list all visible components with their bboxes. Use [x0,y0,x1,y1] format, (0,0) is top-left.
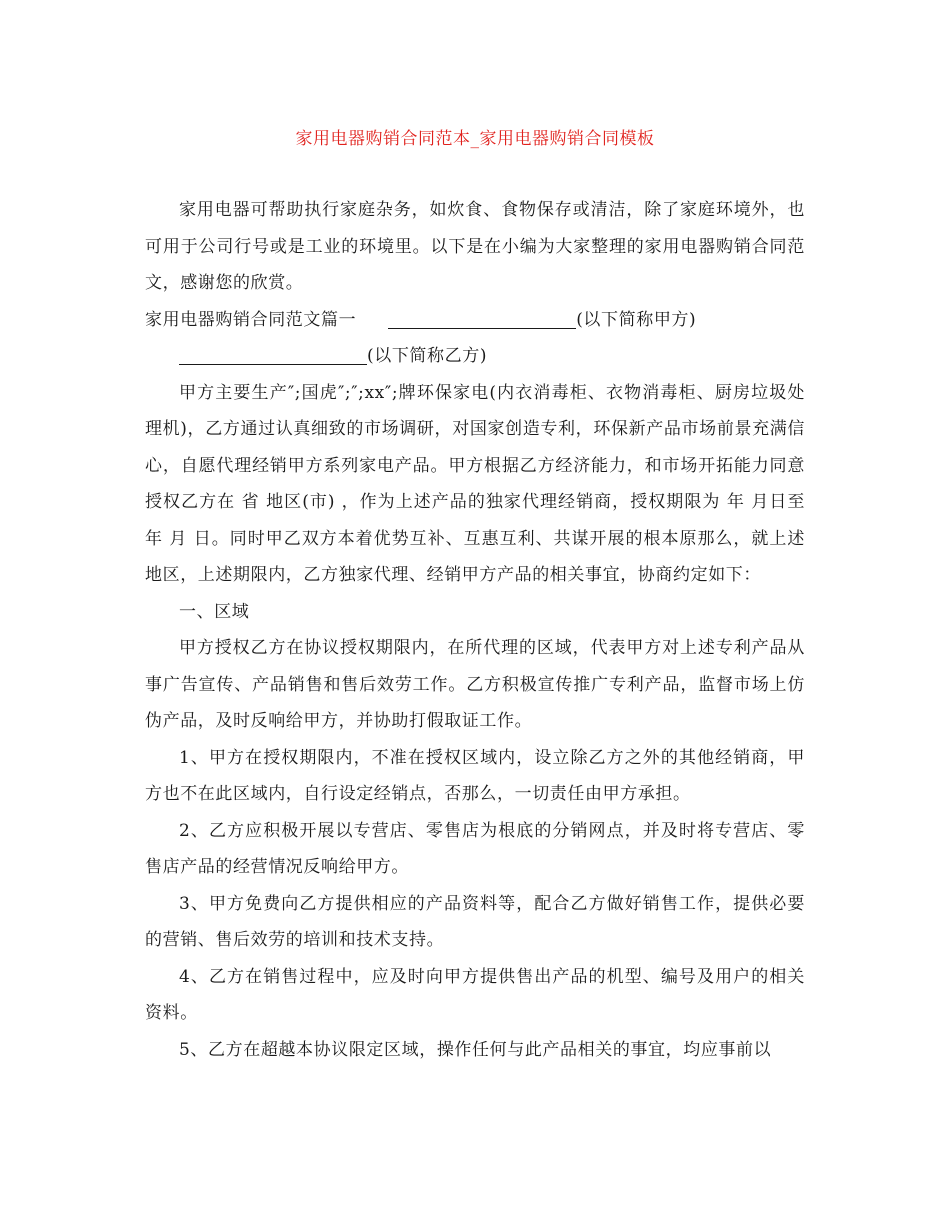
document-title: 家用电器购销合同范本_家用电器购销合同模板 [295,129,655,149]
paragraph-1: 甲方主要生产″;国虎″;″;xx″;牌环保家电(内衣消毒柜、衣物消毒柜、厨房垃圾处理机)，乙方通过认真细致的市场调研，对国家创造专利，环保新产品市场前景充满信心，自愿代理经销甲方系列家电产品。甲方根据乙方经济能力，和市场开拓能力同意授权乙方在 省 地区(市) ，作为上述产品的独家代理经销商，授权期限为 年 月日至 年 月 日。同时甲乙双方本着优势互补、互惠互利、共谋开展的根本原那么，就上述地区，上述期限内，乙方独家代理、经销甲方产品的相关事宜，协商约定如下： [145,382,805,585]
party-a-blank [388,306,576,329]
clause-4: 4、乙方在销售过程中，应及时向甲方提供售出产品的机型、编号及用户的相关资料。 [145,966,805,1023]
party-b-line [145,338,805,375]
section-heading: 家用电器购销合同范文篇一 [145,309,357,330]
clause-5: 5、乙方在超越本协议限定区域，操作任何与此产品相关的事宜，均应事前以 [179,1039,772,1060]
document-body [145,192,805,1068]
clause-3: 3、甲方免费向乙方提供相应的产品资料等，配合乙方做好销售工作，提供必要的营销、售后效劳的培训和技术支持。 [145,893,805,950]
party-a-line [145,302,805,339]
intro-paragraph: 家用电器可帮助执行家庭杂务，如炊食、食物保存或清洁，除了家庭环境外，也可用于公司行号或是工业的环境里。以下是在小编为大家整理的家用电器购销合同范文，感谢您的欣赏。 [145,200,805,293]
party-b-blank [179,342,367,365]
party-b-suffix: (以下简称乙方) [367,346,488,366]
paragraph-2: 甲方授权乙方在协议授权期限内，在所代理的区域，代表甲方对上述专利产品从事广告宣传、产品销售和售后效劳工作。乙方积极宣传推广专利产品，监督市场上仿伪产品，及时反响给甲方，并协助打假取证工作。 [145,638,805,731]
clause-2: 2、乙方应积极开展以专营店、零售店为根底的分销网点，并及时将专营店、零售店产品的经营情况反响给甲方。 [145,820,805,877]
party-a-suffix: (以下简称甲方) [576,309,697,330]
region-heading: 一、区域 [179,601,250,622]
clause-1: 1、甲方在授权期限内，不准在授权区域内，设立除乙方之外的其他经销商，甲方也不在此区域内，自行设定经销点，否那么，一切责任由甲方承担。 [145,747,805,804]
